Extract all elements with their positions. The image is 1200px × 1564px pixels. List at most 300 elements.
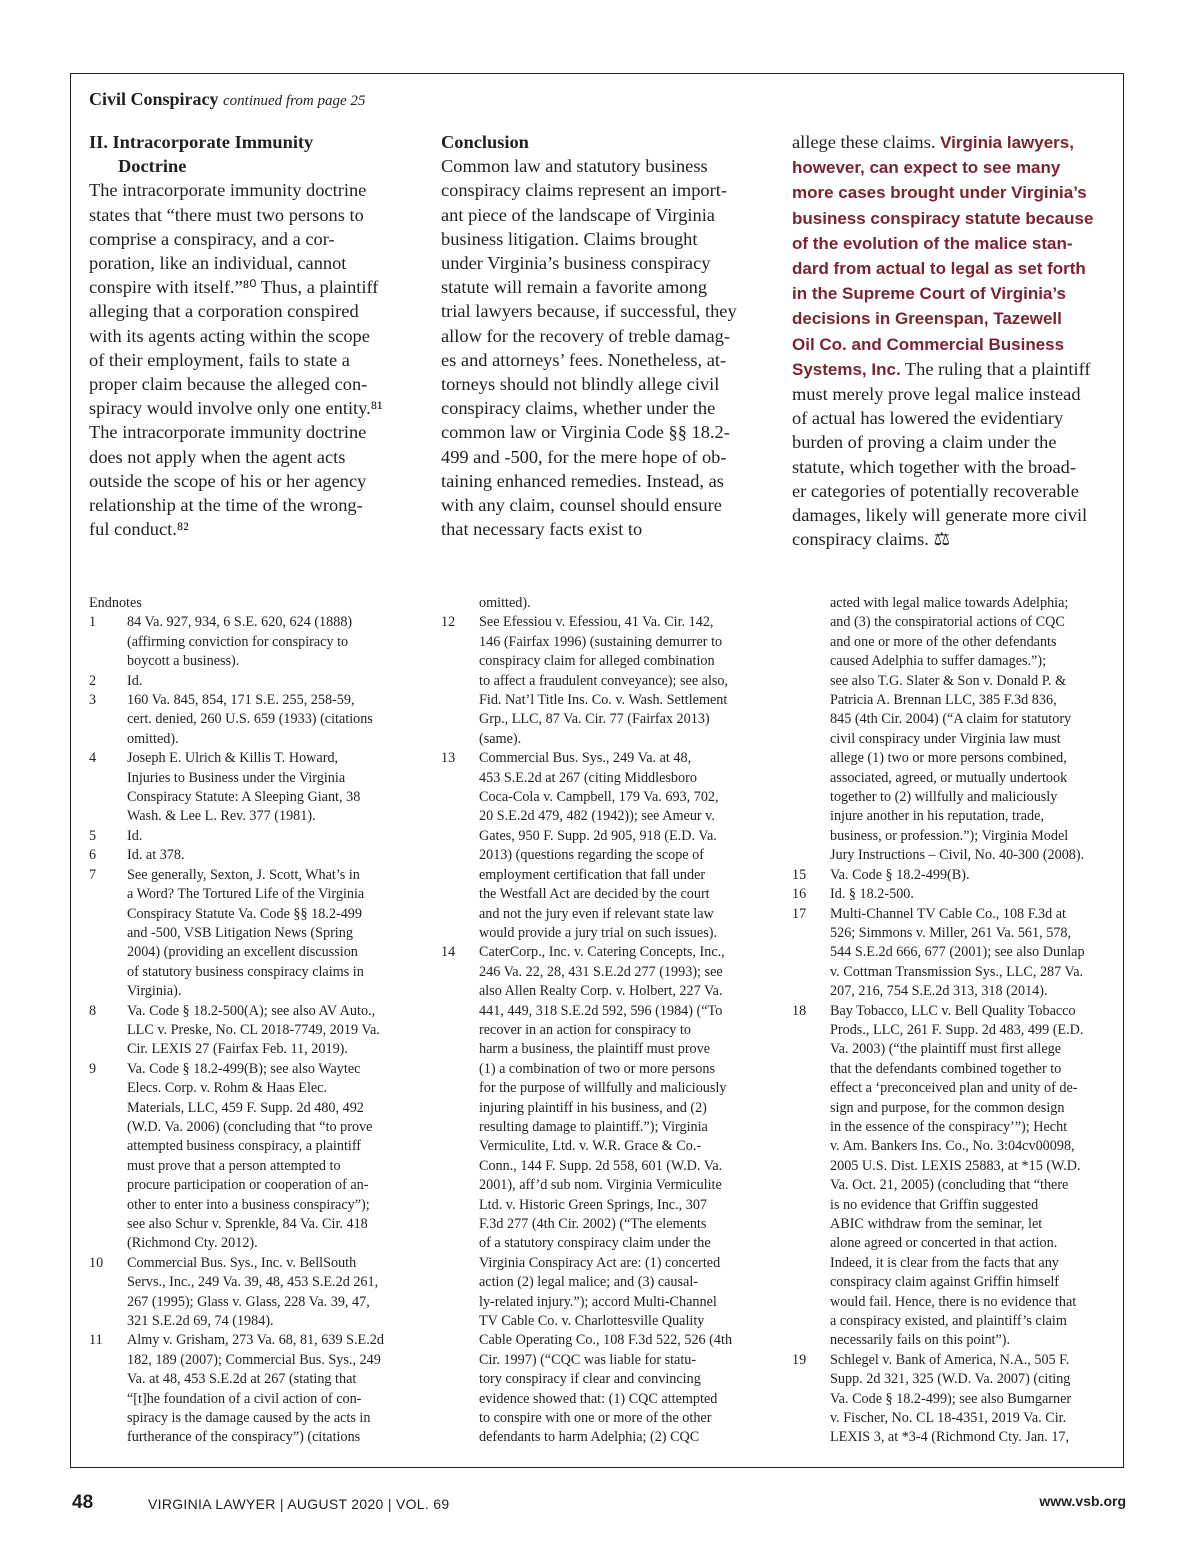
- endnote-number: [441, 963, 479, 982]
- endnote-line: [441, 652, 761, 671]
- endnote-text: injure another in his reputation, trade,: [830, 808, 1044, 825]
- endnote-text: Materials, LLC, 459 F. Supp. 2d 480, 492: [127, 1099, 364, 1116]
- endnote-number: [441, 1428, 479, 1447]
- endnote-number: [89, 1099, 127, 1118]
- endnote-number: [792, 1293, 830, 1312]
- endnote-line: [792, 1157, 1112, 1176]
- endnote-number: [441, 905, 479, 924]
- endnote-text: Va. at 48, 453 S.E.2d at 267 (stating that: [127, 1371, 357, 1388]
- endnote-number: [89, 1273, 127, 1292]
- endnote-number: [441, 1079, 479, 1098]
- endnote-number: [441, 1409, 479, 1428]
- body-line: Common law and statutory business: [441, 156, 708, 177]
- endnote-number: [89, 982, 127, 1001]
- endnote-number: 19: [792, 1351, 807, 1368]
- endnote-number: [89, 1040, 127, 1059]
- body-line: alleging that a corporation conspired: [89, 301, 359, 322]
- endnote-text: that the defendants combined together to: [830, 1060, 1062, 1077]
- endnote-text: boycott a business).: [127, 653, 240, 670]
- endnote-text: (1) a combination of two or more persons: [479, 1060, 716, 1077]
- endnote-text: Bay Tobacco, LLC v. Bell Quality Tobacco: [830, 1002, 1076, 1019]
- endnote-line: [441, 1390, 761, 1409]
- endnote-line: [89, 924, 409, 943]
- endnote-line: [792, 963, 1112, 982]
- endnote-text: omitted).: [127, 730, 179, 747]
- endnote-line: [441, 1118, 761, 1137]
- endnote-number: [441, 1060, 479, 1079]
- body-line: business litigation. Claims brought: [441, 228, 698, 249]
- endnote-number: [441, 846, 479, 865]
- endnote-text: action (2) legal malice; and (3) causal-: [479, 1274, 699, 1291]
- endnote-number: 13: [441, 750, 456, 767]
- body-line: [792, 306, 1112, 331]
- endnote-line: [89, 1254, 409, 1273]
- endnote-number: [89, 1196, 127, 1215]
- endnote-line: [441, 730, 761, 749]
- endnote-text: Id. at 378.: [127, 847, 185, 864]
- endnote-text: LLC v. Preske, No. CL 2018-7749, 2019 Va.: [127, 1021, 380, 1038]
- endnote-line: [89, 1331, 409, 1350]
- endnote-text: 2005 U.S. Dist. LEXIS 25883, at *15 (W.D.: [830, 1157, 1081, 1174]
- body-line: spiracy would involve only one entity.⁸¹: [89, 398, 383, 419]
- endnote-text: in the essence of the conspiracy’”); Hecht: [830, 1118, 1068, 1135]
- body-line: [792, 357, 1112, 382]
- endnote-line: [441, 943, 761, 962]
- body-line: states that “there must two persons to: [89, 204, 364, 225]
- pull-quote-text: Systems, Inc.: [792, 359, 901, 379]
- endnote-number: [792, 788, 830, 807]
- body-line: 499 and -500, for the mere hope of ob-: [441, 446, 727, 467]
- endnote-text: resulting damage to plaintiff.”); Virginia: [479, 1118, 708, 1135]
- endnote-number: [792, 1312, 830, 1331]
- endnote-number: 7: [89, 866, 97, 883]
- endnote-line: [792, 1079, 1112, 1098]
- endnote-text: “[t]he foundation of a civil action of con-: [127, 1390, 362, 1407]
- endnote-line: [441, 1254, 761, 1273]
- endnote-line: [441, 1060, 761, 1079]
- endnote-line: [89, 982, 409, 1001]
- endnote-line: [441, 672, 761, 691]
- endnote-number: [792, 963, 830, 982]
- endnote-number: [441, 924, 479, 943]
- endnote-number: [792, 1273, 830, 1292]
- body-line: taining enhanced remedies. Instead, as: [441, 470, 724, 491]
- endnote-number: [441, 1099, 479, 1118]
- endnote-number: [792, 1040, 830, 1059]
- endnote-text: allege (1) two or more persons combined,: [830, 750, 1067, 767]
- endnote-text: Grp., LLC, 87 Va. Cir. 77 (Fairfax 2013): [479, 711, 710, 728]
- endnote-line: [441, 963, 761, 982]
- endnote-number: [441, 1273, 479, 1292]
- endnote-number: 10: [89, 1254, 104, 1271]
- body-line: comprise a conspiracy, and a cor-: [89, 228, 335, 249]
- endnote-line: [792, 1060, 1112, 1079]
- endnote-number: [89, 1137, 127, 1156]
- endnote-text: procure participation or cooperation of an-: [127, 1177, 369, 1194]
- pull-quote-text: however, can expect to see many: [792, 158, 1061, 178]
- endnote-text: Jury Instructions – Civil, No. 40-300 (2008).: [830, 847, 1085, 864]
- endnote-number: [89, 963, 127, 982]
- endnote-line: [792, 594, 1112, 613]
- endnote-number: 5: [89, 827, 97, 844]
- endnote-text: F.3d 277 (4th Cir. 2002) (“The elements: [479, 1216, 707, 1232]
- endnote-text: a Word? The Tortured Life of the Virginia: [127, 886, 365, 903]
- endnote-number: [89, 1215, 127, 1234]
- endnote-line: [89, 1196, 409, 1215]
- endnote-line: [441, 1312, 761, 1331]
- endnote-number: [792, 672, 830, 691]
- endnote-number: [792, 1021, 830, 1040]
- endnote-number: [89, 1390, 127, 1409]
- endnote-text: Virginia).: [127, 983, 182, 1000]
- endnote-number: [441, 691, 479, 710]
- endnote-line: [792, 672, 1112, 691]
- endnote-text: alone agreed or concerted in that action.: [830, 1235, 1058, 1252]
- endnote-text: injuring plaintiff in his business, and (2): [479, 1099, 707, 1116]
- endnote-line: [89, 943, 409, 962]
- endnote-text: Almy v. Grisham, 273 Va. 68, 81, 639 S.E.2d: [127, 1332, 384, 1349]
- endnote-text: Joseph E. Ulrich & Killis T. Howard,: [127, 750, 339, 767]
- endnote-number: [89, 633, 127, 652]
- endnote-line: [792, 885, 1112, 904]
- endnote-number: 15: [792, 866, 807, 883]
- endnote-number: [792, 710, 830, 729]
- endnote-line: [89, 1390, 409, 1409]
- endnote-text: Cable Operating Co., 108 F.3d 522, 526 (4th: [479, 1332, 733, 1349]
- endnote-number: [441, 652, 479, 671]
- endnote-text: and one or more of the other defendants: [830, 633, 1057, 650]
- endnote-number: 4: [89, 750, 97, 767]
- endnote-line: [441, 1196, 761, 1215]
- endnote-line: [89, 866, 409, 885]
- endnote-text: Coca-Cola v. Campbell, 179 Va. 693, 702,: [479, 789, 719, 806]
- endnote-number: [792, 749, 830, 768]
- endnote-number: [441, 827, 479, 846]
- endnote-text: Va. Code § 18.2-500(A); see also AV Auto.,: [127, 1002, 376, 1019]
- pull-quote-text: decisions in Greenspan, Tazewell: [792, 309, 1062, 329]
- endnote-text: a conspiracy existed, and plaintiff’s claim: [830, 1313, 1067, 1330]
- endnote-number: [441, 730, 479, 749]
- endnote-line: [89, 1370, 409, 1389]
- endnote-line: [441, 866, 761, 885]
- body-line: statute will remain a favorite among: [441, 277, 708, 298]
- endnote-text: 246 Va. 22, 28, 431 S.E.2d 277 (1993); see: [479, 963, 723, 980]
- endnote-text: see also Schur v. Sprenkle, 84 Va. Cir. 418: [127, 1216, 368, 1232]
- endnote-text: See generally, Sexton, J. Scott, What’s in: [127, 866, 360, 883]
- endnote-line: [792, 866, 1112, 885]
- section-heading: Doctrine: [118, 156, 187, 177]
- endnote-line: [89, 1040, 409, 1059]
- endnote-text: 160 Va. 845, 854, 171 S.E. 255, 258-59,: [127, 692, 355, 709]
- endnote-number: [441, 1390, 479, 1409]
- pull-quote-text: of the evolution of the malice stan-: [792, 233, 1073, 253]
- endnote-line: [792, 827, 1112, 846]
- body-line: [792, 130, 1112, 155]
- endnote-line: [441, 1215, 761, 1234]
- endnote-number: [792, 1060, 830, 1079]
- endnote-text: conspiracy claim for alleged combination: [479, 653, 715, 670]
- body-line: conspiracy claims, whether under the: [441, 398, 716, 419]
- endnote-text: Conn., 144 F. Supp. 2d 558, 601 (W.D. Va.: [479, 1157, 723, 1174]
- endnote-line: [89, 827, 409, 846]
- endnote-text: Gates, 950 F. Supp. 2d 905, 918 (E.D. Va.: [479, 827, 717, 844]
- endnote-text: Multi-Channel TV Cable Co., 108 F.3d at: [830, 905, 1066, 922]
- endnote-text: other to enter into a business conspiracy”);: [127, 1196, 370, 1213]
- body-text: of actual has lowered the evidentiary: [792, 408, 1064, 429]
- body-text: er categories of potentially recoverable: [792, 480, 1079, 501]
- endnote-text: (Richmond Cty. 2012).: [127, 1235, 258, 1252]
- endnote-line: [441, 1273, 761, 1292]
- endnote-line: [89, 788, 409, 807]
- endnotes-title: Endnotes: [89, 595, 142, 611]
- endnote-text: and not the jury even if relevant state law: [479, 905, 714, 922]
- endnote-number: 6: [89, 847, 97, 864]
- endnote-text: v. Cottman Transmission Sys., LLC, 287 Va.: [830, 963, 1084, 980]
- endnote-line: [441, 885, 761, 904]
- endnote-line: [441, 1370, 761, 1389]
- endnote-line: [441, 1351, 761, 1370]
- endnote-line: [792, 846, 1112, 865]
- endnote-number: [441, 1351, 479, 1370]
- endnote-number: [89, 1370, 127, 1389]
- body-line: [792, 430, 1112, 454]
- body-line: [792, 180, 1112, 205]
- endnote-number: [792, 1409, 830, 1428]
- endnote-line: [792, 1215, 1112, 1234]
- endnote-number: [441, 1254, 479, 1273]
- endnote-text: together to (2) willfully and maliciously: [830, 789, 1058, 806]
- endnote-number: 18: [792, 1002, 807, 1019]
- endnote-line: [441, 1079, 761, 1098]
- endnote-line: [89, 1273, 409, 1292]
- endnote-number: [441, 710, 479, 729]
- body-line: [792, 406, 1112, 430]
- endnote-text: Conspiracy Statute: A Sleeping Giant, 38: [127, 789, 361, 806]
- endnote-text: tory conspiracy if clear and convincing: [479, 1371, 701, 1388]
- endnote-number: [441, 1331, 479, 1350]
- endnote-line: [792, 1293, 1112, 1312]
- endnote-line: [89, 1118, 409, 1137]
- endnote-line: [792, 1428, 1112, 1447]
- body-text: must merely prove legal malice instead: [792, 384, 1081, 405]
- endnote-line: [792, 982, 1112, 1001]
- endnote-number: [441, 1370, 479, 1389]
- endnote-number: [89, 943, 127, 962]
- endnote-text: cert. denied, 260 U.S. 659 (1933) (citations: [127, 711, 373, 728]
- endnote-number: [792, 924, 830, 943]
- endnote-line: [89, 1312, 409, 1331]
- endnote-line: [441, 594, 761, 613]
- endnote-text: CaterCorp., Inc. v. Catering Concepts, Inc.,: [479, 944, 725, 961]
- endnote-line: [792, 1002, 1112, 1021]
- endnote-number: [792, 1370, 830, 1389]
- endnote-text: 182, 189 (2007); Commercial Bus. Sys., 249: [127, 1351, 381, 1368]
- endnote-line: [441, 749, 761, 768]
- endnote-text: Va. 2003) (“the plaintiff must first allege: [830, 1041, 1062, 1058]
- endnote-number: [89, 1021, 127, 1040]
- endnote-line: [89, 1021, 409, 1040]
- endnote-line: [792, 905, 1112, 924]
- running-header: [89, 89, 365, 110]
- page-number: 48: [72, 1492, 94, 1513]
- endnotes-column-1: [89, 594, 409, 1448]
- section-heading: Conclusion: [441, 132, 529, 152]
- endnote-number: [792, 652, 830, 671]
- endnote-text: business, or profession.”); Virginia Model: [830, 827, 1069, 844]
- body-line: with any claim, counsel should ensure: [441, 495, 722, 516]
- pull-quote-text: Virginia lawyers,: [940, 133, 1074, 152]
- endnote-text: of statutory business conspiracy claims in: [127, 963, 364, 980]
- endnote-line: [89, 769, 409, 788]
- body-line: of their employment, fails to state a: [89, 349, 350, 370]
- pull-quote-text: more cases brought under Virginia’s: [792, 183, 1087, 203]
- endnote-line: [792, 807, 1112, 826]
- endnote-text: See Efessiou v. Efessiou, 41 Va. Cir. 142,: [479, 614, 714, 631]
- endnote-line: [441, 633, 761, 652]
- endnote-number: [441, 594, 479, 613]
- endnote-number: [792, 1390, 830, 1409]
- endnote-number: [89, 885, 127, 904]
- body-line: conspire with itself.”⁸⁰ Thus, a plaintiff: [89, 277, 379, 298]
- endnote-number: [792, 827, 830, 846]
- endnote-number: [792, 1157, 830, 1176]
- endnote-number: [792, 1331, 830, 1350]
- endnote-text: Servs., Inc., 249 Va. 39, 48, 453 S.E.2d 261,: [127, 1274, 379, 1291]
- endnote-line: [89, 1234, 409, 1253]
- endnote-number: [89, 1351, 127, 1370]
- endnote-number: [441, 1040, 479, 1059]
- endnote-number: [441, 633, 479, 652]
- endnote-number: [89, 769, 127, 788]
- body-line: with its agents acting within the scope: [89, 325, 370, 346]
- endnote-line: [441, 1409, 761, 1428]
- endnote-line: [89, 1409, 409, 1428]
- endnote-line: [441, 1428, 761, 1447]
- endnote-line: [792, 749, 1112, 768]
- endnote-text: 2001), aff’d sub nom. Virginia Vermiculite: [479, 1177, 722, 1194]
- endnote-line: [441, 905, 761, 924]
- body-line: that necessary facts exist to: [441, 519, 643, 540]
- endnote-line: [89, 672, 409, 691]
- endnote-text: recover in an action for conspiracy to: [479, 1021, 691, 1038]
- endnote-line: [441, 788, 761, 807]
- endnote-text: 845 (4th Cir. 2004) (“A claim for statutory: [830, 711, 1072, 728]
- endnote-line: [441, 710, 761, 729]
- endnote-line: [89, 1137, 409, 1156]
- pull-quote-text: dard from actual to legal as set forth: [792, 259, 1086, 279]
- endnote-text: caused Adelphia to suffer damages.”);: [830, 653, 1047, 670]
- pull-quote-text: business conspiracy statute because: [792, 208, 1094, 228]
- endnote-line: [89, 807, 409, 826]
- endnote-number: [89, 1118, 127, 1137]
- endnote-text: 146 (Fairfax 1996) (sustaining demurrer to: [479, 633, 723, 650]
- endnote-text: must prove that a person attempted to: [127, 1157, 341, 1174]
- endnote-line: [792, 1331, 1112, 1350]
- body-line: The intracorporate immunity doctrine: [89, 180, 367, 201]
- endnote-line: [792, 1370, 1112, 1389]
- endnote-number: [89, 788, 127, 807]
- endnote-text: Va. Code § 18.2-499(B).: [830, 866, 970, 883]
- body-line: torneys should not blindly allege civil: [441, 374, 720, 395]
- endnote-text: conspiracy claim against Griffin himself: [830, 1274, 1060, 1291]
- endnote-number: 9: [89, 1060, 97, 1077]
- endnote-number: [792, 1137, 830, 1156]
- website-link[interactable]: www.vsb.org: [1039, 1493, 1126, 1509]
- endnote-text: (same).: [479, 730, 522, 747]
- endnote-line: [792, 769, 1112, 788]
- endnote-text: v. Am. Bankers Ins. Co., No. 3:04cv00098,: [830, 1138, 1075, 1155]
- endnote-text: Id. § 18.2-500.: [830, 886, 914, 903]
- endnote-line: [441, 613, 761, 632]
- body-text: allege these claims.: [792, 132, 941, 152]
- endnote-text: 441, 449, 318 S.E.2d 592, 596 (1984) (“To: [479, 1002, 723, 1019]
- endnote-text: acted with legal malice towards Adelphia;: [830, 595, 1069, 611]
- endnote-number: [792, 1428, 830, 1447]
- endnote-line: [792, 1176, 1112, 1195]
- endnote-text: 84 Va. 927, 934, 6 S.E. 620, 624 (1888): [127, 614, 353, 631]
- endnote-line: [792, 1351, 1112, 1370]
- body-line: proper claim because the alleged con-: [89, 374, 368, 395]
- body-line: trial lawyers because, if successful, they: [441, 301, 737, 322]
- endnote-line: [89, 1157, 409, 1176]
- body-line: poration, like an individual, cannot: [89, 253, 347, 274]
- endnote-text: v. Fischer, No. CL 18-4351, 2019 Va. Cir.: [830, 1410, 1067, 1427]
- endnote-number: [792, 1196, 830, 1215]
- endnote-number: [441, 1234, 479, 1253]
- body-text: statute, which together with the broad-: [792, 456, 1076, 477]
- endnote-number: [792, 982, 830, 1001]
- endnote-text: sign and purpose, for the common design: [830, 1099, 1065, 1116]
- endnote-line: [792, 1409, 1112, 1428]
- endnote-number: [441, 866, 479, 885]
- endnote-number: [792, 807, 830, 826]
- endnote-line: [441, 846, 761, 865]
- endnote-text: civil conspiracy under Virginia law must: [830, 730, 1061, 747]
- endnote-number: [441, 1293, 479, 1312]
- endnote-number: 2: [89, 672, 97, 689]
- endnote-line: [89, 710, 409, 729]
- endnote-text: 321 S.E.2d 69, 74 (1984).: [127, 1313, 274, 1330]
- body-column-3: [792, 130, 1112, 551]
- endnote-line: [89, 1060, 409, 1079]
- endnote-number: [792, 691, 830, 710]
- endnote-number: 11: [89, 1332, 103, 1349]
- pull-quote-text: Oil Co. and Commercial Business: [792, 334, 1065, 354]
- endnote-text: 267 (1995); Glass v. Glass, 228 Va. 39, 47,: [127, 1293, 370, 1310]
- endnote-number: [89, 807, 127, 826]
- endnote-line: [441, 982, 761, 1001]
- endnote-line: [792, 613, 1112, 632]
- endnote-number: [792, 1176, 830, 1195]
- endnote-line: [792, 1040, 1112, 1059]
- body-line: [792, 155, 1112, 180]
- endnote-line: [89, 613, 409, 632]
- endnote-number: [89, 710, 127, 729]
- endnote-line: [89, 1079, 409, 1098]
- endnote-number: [441, 1312, 479, 1331]
- endnote-text: Va. Code § 18.2-499); see also Bumgarner: [830, 1390, 1072, 1407]
- body-line: [792, 527, 1112, 551]
- endnote-line: [792, 943, 1112, 962]
- endnote-line: [89, 730, 409, 749]
- endnote-line: [441, 1331, 761, 1350]
- endnote-text: of a statutory conspiracy claim under the: [479, 1235, 711, 1252]
- endnote-number: [89, 1157, 127, 1176]
- endnote-number: [792, 1118, 830, 1137]
- endnote-text: (affirming conviction for conspiracy to: [127, 633, 349, 650]
- endnote-line: [792, 1099, 1112, 1118]
- body-line: [792, 382, 1112, 406]
